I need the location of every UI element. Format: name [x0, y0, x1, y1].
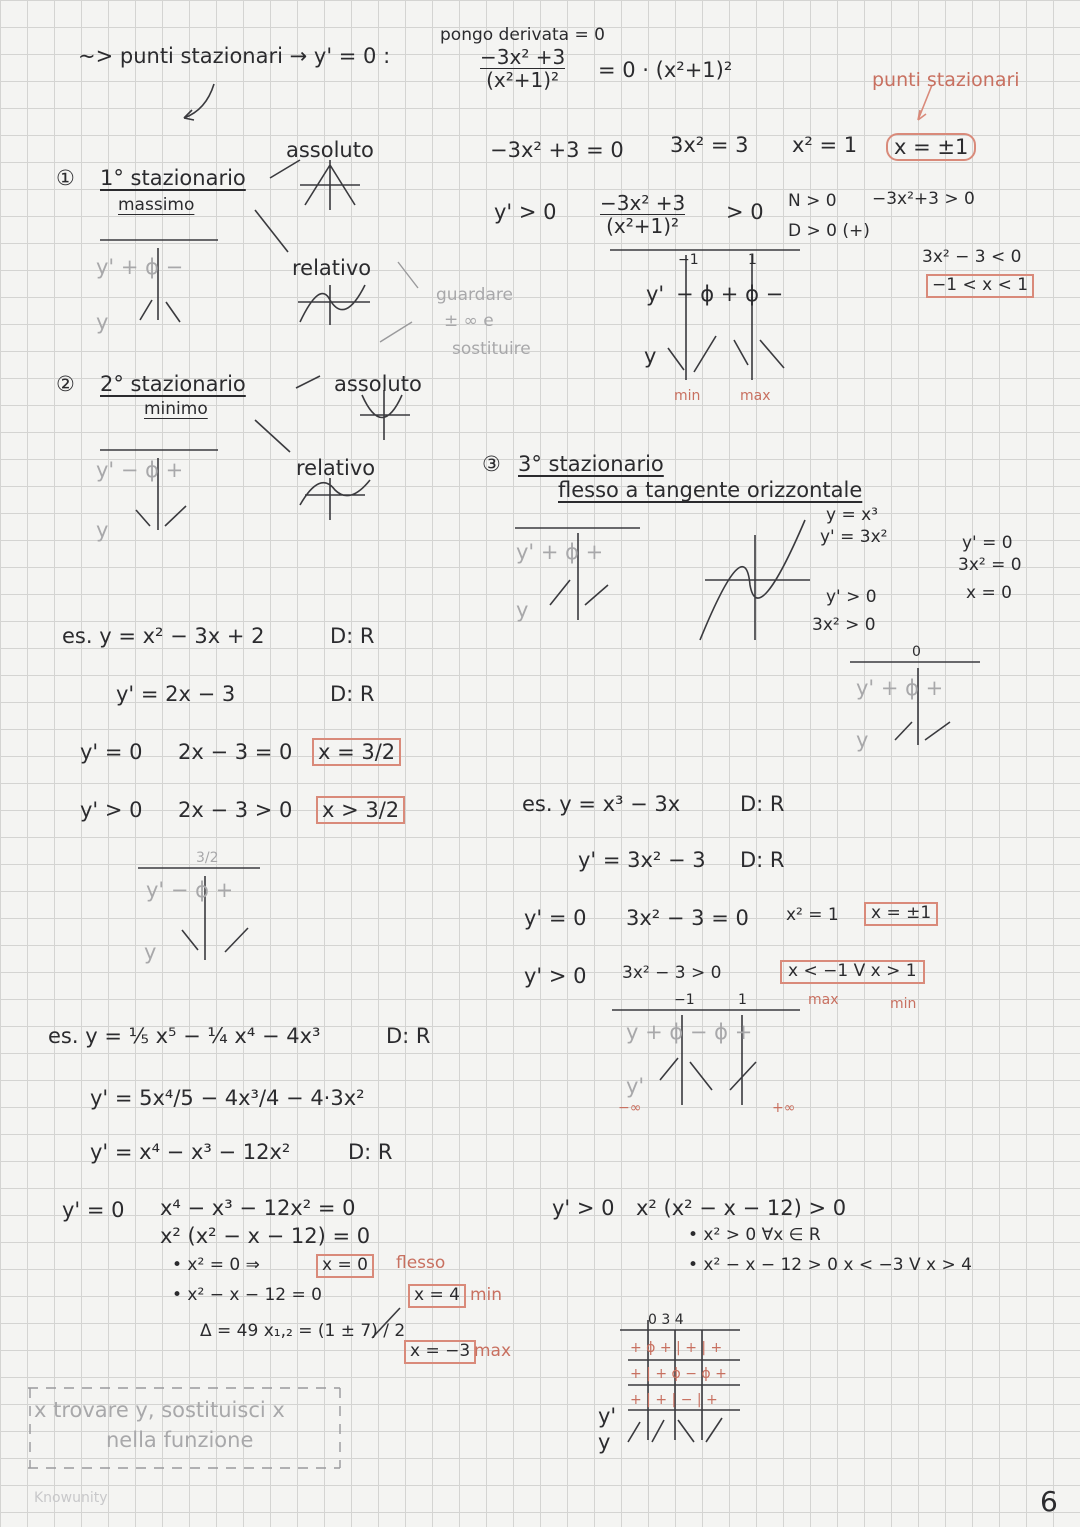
deriv-note-label: pongo derivata = 0	[440, 25, 605, 45]
branch-assoluto-2	[296, 376, 320, 388]
ex3-l8: Δ = 49 x₁,₂ = (1 ± 7) / 2	[200, 1321, 406, 1341]
sign-check-r1: −3x²+3 > 0	[872, 189, 975, 209]
stat3-f3: y' = 0	[962, 533, 1013, 553]
stat3-num: ③	[482, 452, 501, 476]
eq-b: 3x² = 3	[670, 133, 749, 157]
stat3-f4: 3x² = 0	[958, 555, 1022, 575]
ex3-l5: x² (x² − x − 12) = 0	[160, 1224, 371, 1248]
branch-relativo-1	[255, 210, 288, 252]
sign-axis-c1	[610, 250, 800, 380]
ex3-l4a: y' = 0	[62, 1198, 125, 1222]
sign-check-fraction	[600, 192, 685, 237]
ex3-l4b: x⁴ − x³ − 12x² = 0	[160, 1196, 356, 1220]
header-title: ~> punti stazionari → y' = 0 :	[78, 44, 391, 68]
ex1-l3b: 2x − 3 = 0	[178, 740, 293, 764]
deriv-note-fraction	[480, 46, 565, 91]
ex3-l6b: x = 0	[316, 1254, 374, 1278]
stat2-rel: relativo	[296, 456, 376, 480]
stat2-abs: assoluto	[334, 372, 422, 396]
ex3-l7b: x = 4	[408, 1284, 466, 1308]
ex3-l7: • x² − x − 12 = 0	[172, 1285, 322, 1305]
sign-check-lhs: y' > 0	[494, 200, 557, 224]
guard-l2: ± ∞ e	[444, 311, 494, 331]
ex2-minf: −∞	[618, 1100, 642, 1116]
ex3-l7c: min	[470, 1285, 503, 1305]
eq-a: −3x² +3 = 0	[490, 138, 624, 162]
stat1-sub: massimo	[118, 195, 195, 215]
sign-arrows-2	[136, 506, 186, 526]
sign-check-r3: −1 < x < 1	[926, 274, 1034, 298]
ex2-max: max	[808, 992, 839, 1008]
ex3s-l1b: x² (x² − x − 12) > 0	[636, 1196, 847, 1220]
ex3-l6: • x² = 0 ⇒	[172, 1255, 260, 1275]
ex2-l4c: x < −1 V x > 1	[780, 960, 925, 984]
ex3-l1: es. y = ⅕ x⁵ − ¼ x⁴ − 4x³	[48, 1024, 321, 1048]
cubic-sketch	[700, 520, 810, 640]
ex2-l4b: 3x² − 3 > 0	[622, 963, 722, 983]
ex2-l3b: 3x² − 3 = 0	[626, 906, 749, 930]
stat3-y2: y	[856, 728, 869, 752]
stat3-yp2: y' + ϕ +	[856, 676, 944, 700]
ex2-l3c: x² = 1	[786, 905, 839, 925]
ex1-l3a: y' = 0	[80, 740, 143, 764]
stat2-sub: minimo	[144, 399, 208, 419]
chart1-min: min	[674, 388, 701, 404]
ex2-d1: D: R	[740, 792, 785, 816]
note-l1: x trovare y, sostituisci x	[34, 1398, 285, 1422]
page-number: 6	[1040, 1485, 1058, 1518]
ex3-l3: y' = x⁴ − x³ − 12x²	[90, 1140, 291, 1164]
ex3-l6c: flesso	[396, 1253, 446, 1273]
sign-check-r2: 3x² − 3 < 0	[922, 247, 1022, 267]
ex1-mark: 3/2	[196, 850, 219, 866]
ex1-y: y	[144, 940, 157, 964]
ex2-neg: −1	[674, 992, 695, 1008]
stat2-y: y	[96, 518, 109, 542]
ex2-pinf: +∞	[772, 1100, 796, 1116]
stat1-title: 1° stazionario	[100, 166, 246, 190]
branch-assoluto-1	[270, 160, 300, 178]
header-down-arrow	[184, 84, 214, 118]
ex3-d1: D: R	[386, 1024, 431, 1048]
ex3s-ticks: 0 3 4	[648, 1312, 684, 1328]
ex2-l3a: y' = 0	[524, 906, 587, 930]
ex1-d1: D: R	[330, 624, 375, 648]
guard-l1: guardare	[436, 285, 513, 305]
guard-l3: sostituire	[452, 339, 531, 359]
stat1-rel: relativo	[292, 256, 372, 280]
side-title: punti stazionari	[872, 69, 1020, 91]
note-l2: nella funzione	[106, 1428, 254, 1452]
sign-arrows-ex1	[182, 928, 248, 952]
ex1-yp: y' − ϕ +	[146, 878, 234, 902]
stat2-title: 2° stazionario	[100, 372, 246, 396]
branch-relativo-2	[255, 420, 290, 452]
sign-arrows-3	[550, 580, 608, 605]
stat2-num: ②	[56, 372, 75, 396]
ex2-l4a: y' > 0	[524, 964, 587, 988]
ex2-l3d: x = ±1	[864, 902, 938, 926]
sign-arrows-3b	[895, 722, 950, 740]
stat1-num: ①	[56, 166, 75, 190]
ex1-l3c: x = 3/2	[312, 738, 401, 766]
ex1-l4c: x > 3/2	[316, 796, 405, 824]
stat3-zero: 0	[912, 644, 921, 660]
ex2-signs: y + ϕ − ϕ +	[626, 1020, 753, 1044]
ex1-l4a: y' > 0	[80, 798, 143, 822]
ex3s-l2: • x² > 0 ∀x ∈ R	[688, 1225, 821, 1245]
chart1-signs: − ϕ + ϕ −	[676, 282, 784, 306]
ex3-l8c: max	[474, 1341, 512, 1361]
ex1-l1: es. y = x² − 3x + 2	[62, 624, 265, 648]
guard-arrows	[380, 262, 418, 342]
ex2-l2: y' = 3x² − 3	[578, 848, 706, 872]
stat3-f1: y = x³	[826, 505, 878, 525]
ex3s-y: y	[598, 1430, 611, 1454]
sign-axis-3b	[850, 662, 980, 745]
ex2-pos: 1	[738, 992, 747, 1008]
chart1-y: y	[644, 344, 657, 368]
sign-arrows-c1	[668, 336, 784, 372]
chart1-yp: y'	[646, 282, 665, 306]
stat1-y: y	[96, 310, 109, 334]
stat3-sub: flesso a tangente orizzontale	[558, 478, 863, 502]
sign-check-num: −3x² +3	[600, 191, 686, 215]
sign-check-n: N > 0	[788, 191, 837, 211]
ex3s-l1a: y' > 0	[552, 1196, 615, 1220]
eq-d: x = ±1	[886, 133, 976, 161]
ex3-d3: D: R	[348, 1140, 393, 1164]
deriv-note-tail: = 0 · (x²+1)²	[598, 58, 733, 82]
ex3s-r2: + | + ϕ − ϕ +	[630, 1366, 727, 1382]
rel-min-sketch	[300, 478, 370, 520]
sign-check-den: (x²+1)²	[606, 214, 680, 238]
rel-max-sketch	[298, 285, 370, 325]
chart1-neg: −1	[678, 252, 699, 268]
stat3-f2: y' = 3x²	[820, 527, 888, 547]
stat3-yp: y' + ϕ +	[516, 540, 604, 564]
stat3-y: y	[516, 598, 529, 622]
deriv-note-den: (x²+1)²	[486, 68, 560, 92]
stat3-f7: 3x² > 0	[812, 615, 876, 635]
stat2-yp: y' − ϕ +	[96, 458, 184, 482]
sign-check-d: D > 0 (+)	[788, 221, 870, 241]
watermark: Knowunity	[34, 1490, 108, 1506]
ex1-l2: y' = 2x − 3	[116, 682, 236, 706]
ex3s-l3: • x² − x − 12 > 0 x < −3 V x > 4	[688, 1255, 972, 1275]
stat3-f6: y' > 0	[826, 587, 877, 607]
stat1-yp: y' + ϕ −	[96, 255, 184, 279]
sign-arrows-ex3	[628, 1418, 722, 1442]
stat3-f5: x = 0	[966, 583, 1012, 603]
sign-arrows-1	[140, 300, 180, 322]
eq-c: x² = 1	[792, 133, 858, 157]
ex3-l8b: x = −3	[404, 1340, 476, 1364]
stat3-title: 3° stazionario	[518, 452, 664, 476]
ex3-l2: y' = 5x⁴/5 − 4x³/4 − 4·3x²	[90, 1086, 365, 1110]
sign-axis-1	[100, 240, 218, 320]
chart1-pos: 1	[748, 252, 757, 268]
sign-check-gt: > 0	[726, 200, 764, 224]
abs-max-sketch	[300, 160, 360, 210]
ex3s-r3: + | + | − | +	[630, 1392, 718, 1408]
ex3s-yp: y'	[598, 1404, 617, 1428]
ex1-d2: D: R	[330, 682, 375, 706]
deriv-note-num: −3x² +3	[480, 45, 566, 69]
ex3s-r1: + ϕ + | + | +	[630, 1340, 723, 1356]
ex2-l1: es. y = x³ − 3x	[522, 792, 681, 816]
stat1-abs: assoluto	[286, 138, 374, 162]
ex2-yp: y'	[626, 1074, 645, 1098]
ex2-d2: D: R	[740, 848, 785, 872]
sign-arrows-ex2	[660, 1058, 756, 1090]
abs-min-sketch	[360, 390, 410, 440]
ex1-l4b: 2x − 3 > 0	[178, 798, 293, 822]
chart1-max: max	[740, 388, 771, 404]
ex2-min: min	[890, 996, 917, 1012]
